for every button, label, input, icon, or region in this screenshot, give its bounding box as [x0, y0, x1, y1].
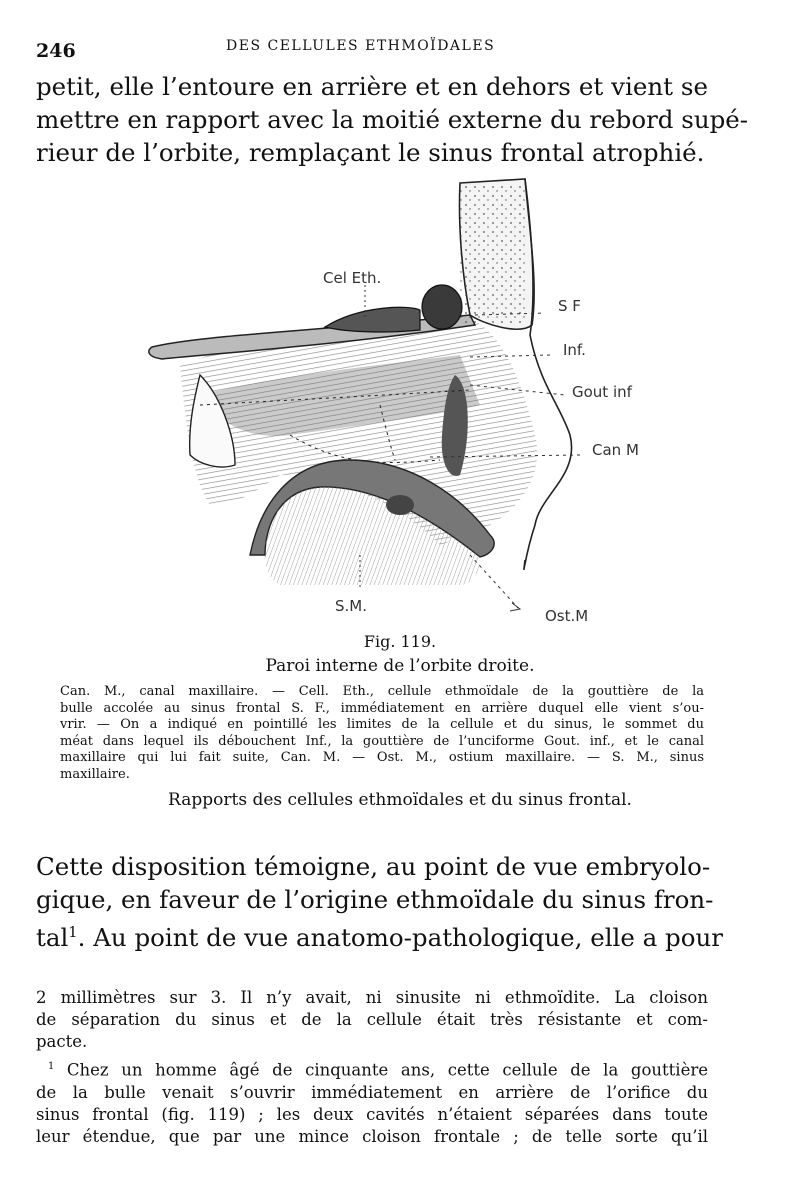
label-can-m: Can M — [592, 441, 639, 459]
text-line: rieur de l’orbite, remplaçant le sinus frontal atrophié. — [36, 138, 705, 167]
intro-paragraph — [36, 70, 749, 169]
label-ost-m: Ost.M — [545, 607, 589, 625]
footnote-line: de séparation du sinus et de la cellule était très résistante et com- — [36, 1010, 708, 1029]
text-line: Cette disposition témoigne, au point de vue embryolo- — [36, 852, 711, 881]
legend-line: maxillaire qui lui fait suite, Can. M. — Ost. M., ostium maxillaire. — S. M., sinus — [60, 750, 704, 765]
orbit-illustration — [140, 175, 680, 630]
legend-line: Can. M., canal maxillaire. — Cell. Eth., cellule ethmoïdale de la gouttière de la — [60, 684, 704, 699]
legend-line: méat dans lequel ils débouchent Inf., la gouttière de l’unciforme Gout. inf., et le canal — [60, 733, 704, 749]
text-line: mettre en rapport avec la moitié externe du rebord supé- — [36, 105, 749, 134]
text-fragment: tal — [36, 923, 69, 953]
ethmoid-cell — [325, 307, 420, 332]
frontal-sinus-cavity — [422, 285, 462, 329]
running-head: DES CELLULES ETHMOÏDALES — [226, 38, 496, 54]
anatomical-figure — [140, 175, 680, 630]
body-paragraph — [36, 850, 723, 954]
footnote-ref: 1 — [68, 924, 78, 941]
footnote-line: sinus frontal (fig. 119) ; les deux cavités n’étaient séparées dans toute — [36, 1104, 708, 1124]
text-fragment: . Au point de vue anatomo-pathologique, elle a pour — [77, 923, 723, 953]
figure-caption: Rapports des cellules ethmoïdales et du sinus frontal. — [168, 790, 632, 810]
figure-title: Paroi interne de l’orbite droite. — [265, 656, 535, 676]
footnote-1 — [36, 1056, 708, 1148]
footnote-marker: 1 — [48, 1061, 55, 1072]
text-line — [36, 916, 723, 954]
legend-line: bulle accolée au sinus frontal S. F., immédiatement en arrière duquel elle vient s’ou- — [60, 700, 704, 716]
text-line: gique, en faveur de l’origine ethmoïdale du sinus fron- — [36, 885, 714, 914]
legend-line: vrir. — On a indiqué en pointillé les limites de la cellule et du sinus, le sommet du — [60, 717, 704, 732]
label-inf: Inf. — [563, 341, 586, 359]
footnote-line: leur étendue, que par une mince cloison frontale ; de telle sorte qu’il — [36, 1126, 708, 1146]
label-gout-inf: Gout inf — [572, 383, 632, 401]
label-sf: S F — [558, 297, 581, 315]
text-line: petit, elle l’entoure en arrière et en dehors et vient se — [36, 72, 708, 101]
footnote-line: pacte. — [36, 1032, 88, 1051]
footnote-line: 2 millimètres sur 3. Il n’y avait, ni sinusite ni ethmoïdite. La cloison — [36, 988, 708, 1007]
label-cel-eth: Cel Eth. — [323, 269, 382, 287]
label-sm: S.M. — [335, 597, 367, 615]
text-fragment: Chez un homme âgé de cinquante ans, cette cellule de la gouttière — [54, 1060, 708, 1080]
footnote-continuation — [36, 987, 708, 1053]
footnote-line: de la bulle venait s’ouvrir immédiatement en arrière de l’orifice du — [36, 1082, 708, 1102]
page-header — [36, 32, 736, 62]
footnote-line — [36, 1056, 708, 1082]
page-number: 246 — [36, 40, 76, 62]
nasal-wall-contour — [524, 179, 572, 569]
legend-line: maxillaire. — [60, 766, 130, 782]
figure-legend — [60, 684, 704, 783]
figure-number: Fig. 119. — [363, 632, 437, 651]
